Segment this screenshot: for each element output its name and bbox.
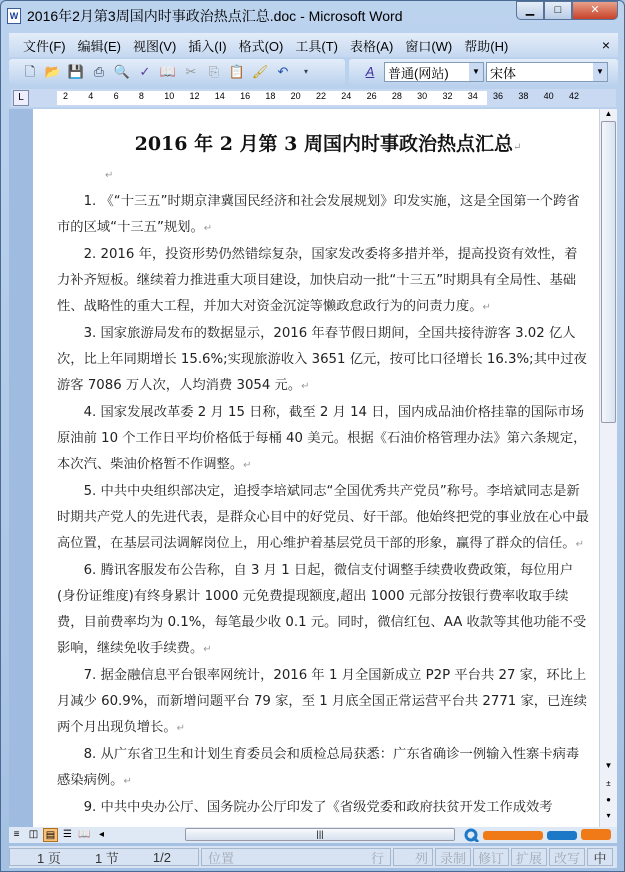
chevron-down-icon[interactable]: ▼ <box>469 63 483 81</box>
document-page <box>43 109 599 821</box>
ruler-tick: 36 <box>493 91 504 101</box>
document-area[interactable] <box>9 109 599 827</box>
research-icon[interactable]: 📖 <box>159 64 177 79</box>
paragraph-text: 9. 中共中央办公厅、国务院办公厅印发了《省级党委和政府扶贫开发工作成效考 <box>83 800 553 815</box>
menu-help[interactable]: 帮助(H) <box>464 38 509 54</box>
track-changes-mode[interactable]: 修订 <box>473 848 509 866</box>
style-select[interactable] <box>384 62 484 82</box>
word-app-icon[interactable]: W <box>7 8 21 24</box>
paragraph-mark: ↵ <box>301 381 310 392</box>
paste-icon[interactable]: 📋 <box>228 64 246 79</box>
ruler-tick: 26 <box>366 91 377 101</box>
title-bar <box>1 1 624 31</box>
page-number: 1 页 <box>37 850 61 866</box>
ruler-tick: 10 <box>164 91 175 101</box>
menu-insert[interactable]: 插入(I) <box>188 38 227 54</box>
minimize-button[interactable]: ▁ <box>516 1 544 20</box>
format-painter-icon[interactable]: 🖌 <box>251 64 269 79</box>
formatting-toolbar <box>349 59 618 85</box>
ruler-tick: 38 <box>518 91 529 101</box>
browse-object-icon[interactable]: ● <box>606 795 611 804</box>
cut-icon[interactable]: ✂ <box>185 64 197 79</box>
paragraph-mark: ↵ <box>575 539 584 550</box>
position-label: 位置 <box>208 850 235 866</box>
ruler-tick: 6 <box>113 91 119 101</box>
next-page-icon[interactable]: ▾ <box>606 811 611 820</box>
print-preview-icon[interactable]: 🔍 <box>113 64 131 79</box>
paragraph-mark: ↵ <box>203 223 213 234</box>
copy-icon[interactable]: ⎘ <box>208 64 220 79</box>
style-value: 普通(网站) <box>388 65 449 81</box>
tab-selector[interactable]: L <box>13 90 29 106</box>
menu-window[interactable]: 窗口(W) <box>405 38 453 54</box>
ruler-tick: 42 <box>568 91 579 101</box>
paragraph-text: 6. 腾讯客服发布公告称，自 3 月 1 日起，微信支付调整手续费收费政策，每位用户(身份证维度)有终身累计 1000 元免费提现额度,超出 1000 元部分按银行费率收取手续费，目前费率均为 0.1%，每笔最少收 0.1 元。同时，微信红包、AA 收款等其他功能不受影响，继续免收手续费。 <box>57 563 587 656</box>
paragraph <box>57 189 589 242</box>
ruler-tick: 30 <box>417 91 428 101</box>
previous-page-icon[interactable]: ± <box>606 779 611 788</box>
paragraph-text: 3. 国家旅游局发布的数据显示，2016 年春节假日期间，全国共接待游客 3.02 亿人次，比上年同期增长 15.6%;实现旅游收入 3651 亿元，按可比口径增长 16.3%;其中过夜游客 7086 万人次，人均消费 3054 元。 <box>57 326 587 393</box>
status-bar <box>9 846 617 868</box>
paragraph-text: 2. 2016 年，投资形势仍然错综复杂，国家发改委将多措并举，提高投资有效性，着力补齐短板。继续着力推进重大项目建设，加快启动一批“十三五”时期具有全局性、基础性、战略性的重大工程，并加大对资金沉淀等懒政怠政行为的问责力度。 <box>57 247 578 314</box>
standard-toolbar <box>9 59 345 85</box>
paragraph <box>57 479 589 558</box>
section-number: 1 节 <box>94 850 119 866</box>
paragraph-mark: ↵ <box>243 460 252 471</box>
window-title: 2016年2月第3周国内时事政治热点汇总.doc - Microsoft Word <box>27 8 403 24</box>
paragraph-mark: ↵ <box>176 723 186 734</box>
document-title: 2016 年 2 月第 3 周国内时事政治热点汇总↵ <box>134 133 522 155</box>
extend-mode[interactable]: 扩展 <box>511 848 547 866</box>
line-label: 行 <box>370 850 384 866</box>
hscroll-thumb[interactable]: ||| <box>185 828 455 841</box>
save-icon[interactable]: 💾 <box>67 64 85 79</box>
paragraph-mark: ↵ <box>123 776 132 787</box>
undo-dropdown-icon[interactable]: ▾ <box>303 67 308 76</box>
ruler-tick: 28 <box>391 91 402 101</box>
scroll-left-arrow[interactable]: ◂ <box>98 829 105 840</box>
open-icon[interactable]: 📂 <box>44 64 62 79</box>
horizontal-ruler[interactable] <box>11 89 616 107</box>
paragraph-text: 8. 从广东省卫生和计划生育委员会和质检总局获悉：广东省确诊一例输入性寨卡病毒感染病例。 <box>57 747 580 788</box>
record-mode[interactable]: 录制 <box>435 848 471 866</box>
paragraph <box>57 795 589 821</box>
close-button[interactable]: ✕ <box>572 1 618 20</box>
spelling-icon[interactable]: ✓ <box>139 64 151 79</box>
paragraph <box>57 242 589 321</box>
paragraph-text: 5. 中共中央组织部决定，追授李培斌同志“全国优秀共产党员”称号。李培斌同志是新时期共产党人的先进代表，是群众心目中的好党员、好干部。他始终把党的事业放在心中最高位置，在基层司法调解岗位上，用心维护着基层党员干部的形象，赢得了群众的信任。 <box>57 484 589 551</box>
paragraph-mark: ↵ <box>203 644 212 655</box>
empty-paragraph: ↵ <box>105 170 114 181</box>
page-count: 1/2 <box>152 849 171 865</box>
vertical-scrollbar[interactable] <box>599 109 617 827</box>
menu-view[interactable]: 视图(V) <box>132 38 177 54</box>
reading-view-icon[interactable]: 📖 <box>78 829 91 840</box>
web-view-icon[interactable]: ◫ <box>28 829 39 840</box>
styles-pane-icon[interactable]: A <box>365 64 375 79</box>
scroll-thumb[interactable] <box>601 121 616 423</box>
column-label: 列 <box>393 848 433 866</box>
ruler-tick: 2 <box>63 91 69 101</box>
ruler-tick: 12 <box>189 91 200 101</box>
paragraph-text: 7. 据金融信息平台银率网统计，2016 年 1 月全国新成立 P2P 平台共 27 家，环比上月减少 60.9%，而新增问题平台 79 家，至 1 月底全国正常运营平台共 2771 家，已连续两个月出现负增长。 <box>57 668 587 735</box>
chevron-down-icon[interactable]: ▼ <box>593 63 607 81</box>
menu-bar <box>9 33 618 57</box>
ruler-ticks <box>63 91 594 101</box>
ruler-tick: 22 <box>315 91 326 101</box>
menu-table[interactable]: 表格(A) <box>349 38 394 54</box>
paragraph <box>57 742 589 795</box>
undo-icon[interactable]: ↶ <box>277 64 289 79</box>
paragraph <box>57 400 589 479</box>
ruler-tick: 4 <box>88 91 94 101</box>
ruler-tick: 8 <box>138 91 144 101</box>
print-icon[interactable]: ⎙ <box>93 64 105 79</box>
new-icon[interactable]: 🗋 <box>24 64 36 79</box>
maximize-button[interactable]: □ <box>544 1 572 20</box>
overtype-mode[interactable]: 改写 <box>549 848 585 866</box>
outline-view-icon[interactable]: ☰ <box>63 829 72 840</box>
uzzf-watermark-logo <box>463 828 613 842</box>
scroll-up-arrow[interactable]: ▲ <box>604 109 613 118</box>
paragraph-list <box>57 189 599 821</box>
ruler-tick: 20 <box>290 91 301 101</box>
paragraph <box>57 321 589 400</box>
ruler-tick: 18 <box>265 91 276 101</box>
paragraph <box>57 558 589 663</box>
paragraph-mark: ↵ <box>482 302 491 313</box>
normal-view-icon[interactable]: ≡ <box>13 829 20 840</box>
menu-tools[interactable]: 工具(T) <box>295 38 338 54</box>
paragraph-text: 4. 国家发展改革委 2 月 15 日称，截至 2 月 14 日，国内成品油价格挂靠的国际市场原油前 10 个工作日平均价格低于每桶 40 美元。根据《石油价格管理办法》第六条规定，本次汽、柴油价格暂不作调整。 <box>57 405 587 472</box>
position-info <box>201 848 391 866</box>
ruler-tick: 14 <box>214 91 225 101</box>
ruler-tick: 40 <box>543 91 554 101</box>
print-view-icon[interactable]: ▤ <box>43 828 58 842</box>
paragraph-text: 1. 《“十三五”时期京津冀国民经济和社会发展规划》印发实施，这是全国第一个跨省市的区域“十三五”规划。 <box>57 194 580 235</box>
menu-format[interactable]: 格式(O) <box>238 38 284 54</box>
ruler-tick: 34 <box>467 91 478 101</box>
ruler-tick: 16 <box>240 91 251 101</box>
ruler-tick: 32 <box>442 91 453 101</box>
ruler-tick: 24 <box>341 91 352 101</box>
font-value: 宋体 <box>490 65 517 81</box>
page-info <box>9 848 199 866</box>
menu-file[interactable]: 文件(F) <box>23 38 66 54</box>
menu-edit[interactable]: 编辑(E) <box>77 38 121 54</box>
font-select[interactable] <box>486 62 608 82</box>
paragraph <box>57 663 589 742</box>
close-document-button[interactable]: × <box>601 37 610 53</box>
scroll-down-arrow[interactable]: ▼ <box>604 761 613 770</box>
language-indicator: 中 <box>587 848 613 866</box>
